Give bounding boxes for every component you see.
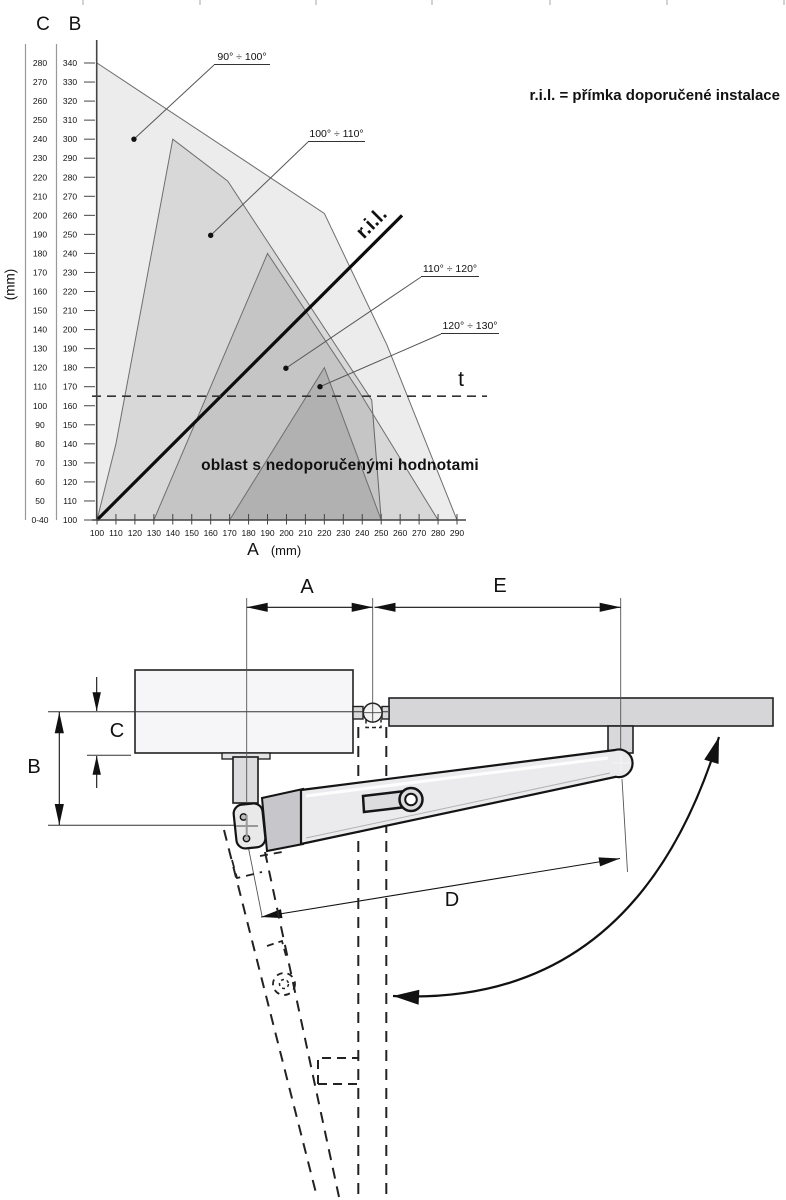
ext-line-D-right bbox=[622, 779, 628, 872]
a-tick-label: 180 bbox=[241, 528, 256, 538]
b-tick-label: 160 bbox=[62, 400, 78, 411]
b-tick-label: 220 bbox=[62, 286, 78, 297]
a-tick-label: 280 bbox=[430, 528, 446, 538]
c-tick-label: 160 bbox=[32, 286, 48, 297]
c-tick-label: 0-40 bbox=[31, 515, 49, 526]
dim-A-right-arrow bbox=[352, 603, 373, 612]
closed-arm-edge-dashed bbox=[265, 852, 339, 1197]
dim-B-up-arrow bbox=[55, 712, 64, 733]
c-tick-label: 110 bbox=[33, 381, 47, 392]
c-tick-label: 220 bbox=[32, 172, 48, 183]
c-tick-label: 80 bbox=[35, 438, 45, 449]
hinge-link-right bbox=[382, 707, 389, 720]
dimension-b-label: B bbox=[27, 756, 41, 778]
b-tick-label: 120 bbox=[62, 476, 78, 487]
region-dot bbox=[283, 366, 288, 371]
c-tick-label: 130 bbox=[32, 343, 48, 354]
b-tick-label: 170 bbox=[62, 381, 78, 392]
actuator-arm bbox=[301, 749, 633, 844]
a-tick-label: 190 bbox=[260, 528, 275, 538]
dim-B-down-arrow bbox=[55, 804, 64, 825]
c-tick-label: 200 bbox=[32, 210, 48, 221]
region-dot bbox=[317, 384, 322, 389]
c-tick-label: 210 bbox=[32, 191, 48, 202]
closed-gearhead-dashed bbox=[232, 852, 282, 878]
y-axis-unit-label: (mm) bbox=[2, 268, 18, 301]
b-tick-label: 230 bbox=[62, 267, 78, 278]
a-tick-label: 170 bbox=[222, 528, 237, 538]
b-tick-label: 340 bbox=[62, 58, 78, 68]
a-tick-label: 290 bbox=[449, 528, 465, 538]
closed-hole-dashed bbox=[273, 973, 295, 995]
closed-bracket-step-dashed bbox=[318, 1058, 358, 1084]
dimension-c-label: C bbox=[109, 720, 125, 742]
dimension-d-label: D bbox=[444, 889, 460, 911]
axis-b-header: B bbox=[68, 14, 82, 35]
x-axis-unit-label: (mm) bbox=[270, 543, 302, 558]
c-tick-label: 120 bbox=[32, 362, 48, 373]
b-tick-label: 140 bbox=[62, 438, 78, 449]
a-tick-label: 150 bbox=[184, 528, 199, 538]
b-tick-label: 330 bbox=[62, 77, 78, 88]
c-tick-label: 100 bbox=[32, 400, 48, 411]
a-tick-label: 110 bbox=[109, 528, 123, 538]
actuator-gearhead bbox=[262, 789, 303, 851]
b-tick-label: 180 bbox=[62, 362, 78, 373]
c-tick-label: 190 bbox=[32, 229, 48, 240]
c-tick-label: 280 bbox=[32, 58, 48, 68]
a-tick-label: 210 bbox=[298, 528, 313, 538]
c-tick-label: 250 bbox=[32, 115, 48, 126]
closed-arm-edge-dashed bbox=[224, 830, 317, 1197]
pillar-bracket-post bbox=[233, 757, 258, 803]
a-tick-label: 140 bbox=[165, 528, 180, 538]
c-tick-label: 50 bbox=[35, 495, 45, 506]
closed-hole-center-dashed bbox=[280, 980, 289, 989]
b-tick-label: 150 bbox=[62, 419, 78, 430]
a-tick-label: 270 bbox=[412, 528, 427, 538]
c-tick-label: 150 bbox=[32, 305, 48, 316]
dimension-a-label: A bbox=[300, 576, 314, 598]
dim-C-up-arrow bbox=[93, 756, 101, 775]
swing-arc-arrow-open bbox=[704, 737, 719, 764]
b-tick-label: 310 bbox=[62, 115, 78, 126]
ril-legend: r.i.l. = přímka doporučené instalace bbox=[529, 87, 780, 104]
angle-range-label: 110° ÷ 120° bbox=[422, 263, 478, 275]
b-tick-label: 210 bbox=[62, 305, 78, 316]
b-tick-label: 110 bbox=[63, 495, 77, 506]
warning-area-label: oblast s nedoporučenými hodnotami bbox=[201, 457, 479, 474]
a-tick-label: 160 bbox=[203, 528, 218, 538]
c-tick-label: 270 bbox=[32, 77, 48, 88]
b-tick-label: 260 bbox=[62, 210, 78, 221]
dim-E-right-arrow bbox=[600, 603, 621, 612]
c-tick-label: 230 bbox=[32, 153, 48, 164]
angle-range-label: 100° ÷ 110° bbox=[309, 128, 364, 140]
angle-range-label: 120° ÷ 130° bbox=[442, 320, 498, 332]
x-axis-title: A bbox=[247, 539, 259, 559]
hinge-link-left bbox=[353, 707, 363, 720]
c-tick-label: 180 bbox=[32, 248, 48, 259]
c-tick-label: 60 bbox=[35, 476, 45, 487]
c-tick-label: 170 bbox=[32, 267, 48, 278]
dim-D-right-arrow bbox=[599, 857, 620, 866]
b-tick-label: 200 bbox=[62, 324, 78, 335]
b-tick-label: 320 bbox=[62, 96, 78, 107]
a-tick-label: 250 bbox=[374, 528, 389, 538]
a-tick-label: 260 bbox=[393, 528, 408, 538]
axis-c-header: C bbox=[36, 14, 50, 35]
c-tick-label: 90 bbox=[35, 419, 45, 430]
a-tick-label: 230 bbox=[336, 528, 351, 538]
dim-E-left-arrow bbox=[375, 603, 396, 612]
dim-A-left-arrow bbox=[247, 603, 268, 612]
a-tick-label: 220 bbox=[317, 528, 332, 538]
closed-slot-dashed bbox=[267, 941, 286, 956]
a-tick-label: 240 bbox=[355, 528, 370, 538]
b-tick-label: 290 bbox=[62, 153, 78, 164]
b-tick-label: 130 bbox=[62, 457, 78, 468]
a-tick-label: 100 bbox=[89, 528, 105, 538]
swing-arc-arrow-closed bbox=[393, 990, 419, 1005]
ril-line-label: r.i.l. bbox=[351, 203, 392, 244]
b-tick-label: 190 bbox=[62, 343, 78, 354]
c-tick-label: 260 bbox=[32, 96, 48, 107]
region-dot bbox=[208, 233, 213, 238]
a-tick-label: 200 bbox=[279, 528, 294, 538]
arm-slot-hole bbox=[405, 794, 417, 806]
dim-C-down-arrow bbox=[93, 692, 101, 711]
b-tick-label: 270 bbox=[62, 191, 78, 202]
c-tick-label: 70 bbox=[35, 457, 45, 468]
region-dot bbox=[131, 136, 136, 141]
a-tick-label: 120 bbox=[127, 528, 142, 538]
b-tick-label: 100 bbox=[62, 515, 78, 526]
angle-range-label: 90° ÷ 100° bbox=[214, 51, 270, 65]
c-tick-label: 240 bbox=[32, 134, 48, 145]
gate-leaf bbox=[389, 698, 773, 726]
t-line-label: t bbox=[458, 368, 464, 391]
dimension-e-label: E bbox=[493, 575, 507, 597]
ext-line-D-left bbox=[247, 838, 263, 916]
c-tick-label: 140 bbox=[32, 324, 48, 335]
b-tick-label: 300 bbox=[62, 134, 78, 145]
b-tick-label: 240 bbox=[62, 248, 78, 259]
b-tick-label: 280 bbox=[62, 172, 78, 183]
a-tick-label: 130 bbox=[146, 528, 161, 538]
b-tick-label: 250 bbox=[62, 229, 78, 240]
